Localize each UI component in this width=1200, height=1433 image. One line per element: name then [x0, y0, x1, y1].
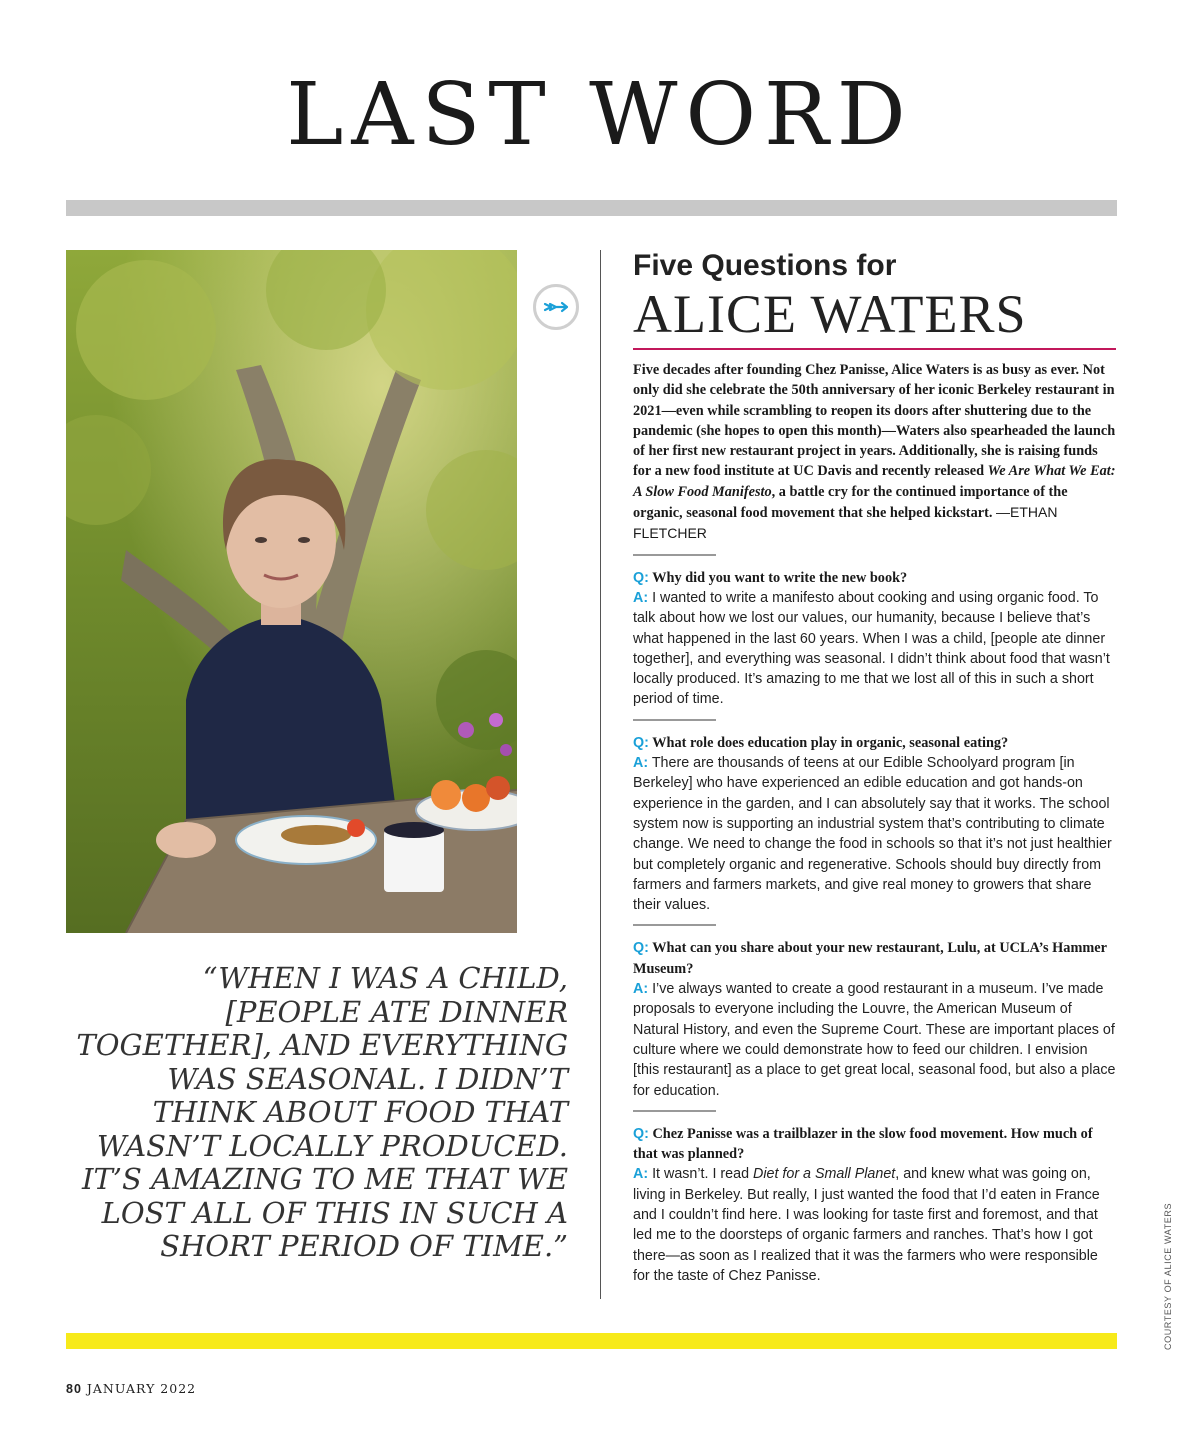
article-kicker: Five Questions for — [633, 249, 897, 282]
qa-rule — [633, 924, 716, 926]
answer — [633, 1164, 1117, 1286]
qa-item — [633, 719, 1117, 916]
question — [633, 938, 1117, 979]
a-label: A: — [633, 981, 649, 998]
qa-item — [633, 554, 1117, 710]
issue-date: JANUARY 2022 — [86, 1381, 197, 1396]
section-title: LAST WORD — [286, 65, 914, 165]
question-text: Why did you want to write the new book? — [652, 569, 908, 586]
page-number: 80 — [66, 1382, 82, 1396]
q-label: Q: — [633, 940, 649, 957]
answer — [633, 753, 1117, 915]
question-text: What role does education play in organic, seasonal eating? — [652, 734, 1009, 751]
answer-text: I wanted to write a manifesto about cooking and using organic food. To talk about how we lost our values, our humanity, because I believe that’s what happened in the last 60 years. When I was a child, [people ate dinner together], and everything was seasonal. I didn’t think about food that wasn’t locally produced. It’s amazing to me that we lost all of this in such a short period of time. — [633, 589, 1110, 708]
qa-item — [633, 1110, 1117, 1286]
photo-credit: COURTESY OF ALICE WATERS — [1163, 1202, 1173, 1350]
qa-rule — [633, 1110, 716, 1112]
header-rule — [66, 200, 1117, 216]
folio — [66, 1381, 196, 1396]
footer-bar — [66, 1333, 1117, 1349]
a-label: A: — [633, 755, 649, 772]
book-title: We Are What We Eat: A Slow Food Manifesto — [633, 463, 1116, 500]
answer — [633, 588, 1117, 710]
a-label: A: — [633, 589, 649, 606]
portrait-photo — [66, 250, 517, 933]
book-reference: Diet for a Small Planet — [753, 1166, 896, 1183]
q-label: Q: — [633, 734, 649, 751]
answer-text: There are thousands of teens at our Edible Schoolyard program [in Berkeley] who have experienced an edible education and got hands-on experience in the garden, and I can absolutely say that it works. The school system now is supporting an industrial system that’s contributing to climate change. We need to change the food in schools so that it’s not just healthier but completely organic and regenerative. Schools should buy directly from farmers and farmers markets, and give real money to growers that share their values. — [633, 755, 1112, 914]
question-text: What can you share about your new restaurant, Lulu, at UCLA’s Hammer Museum? — [633, 940, 1107, 977]
answer-text-end: , and knew what was going on, living in Berkeley. But really, I just wanted the food that I’d eaten in France and I couldn’t find here. I was looking for taste first and foremost, and that led me to the doorsteps of organic farmers and ranches. That’s how I got there—as soon as I realized that it was the farmers who were responsible for the taste of Chez Panisse. — [633, 1166, 1100, 1284]
a-label: A: — [633, 1166, 649, 1183]
qa-item — [633, 924, 1117, 1100]
article-intro — [633, 360, 1117, 545]
article — [633, 250, 1117, 1286]
pull-quote: “WHEN I WAS A CHILD, [PEOPLE ATE DINNER TOGETHER], AND EVERYTHING WAS SEASONAL. I DIDN’T THINK ABOUT FOOD THAT WASN’T LOCALLY PRODUCED. IT’S AMAZING TO ME THAT WE LOST ALL OF THIS IN SUCH A SHORT PERIOD OF TIME.” — [76, 961, 568, 1263]
question-text: Chez Panisse was a trailblazer in the slow food movement. How much of that was planned? — [633, 1125, 1093, 1163]
arrow-icon — [543, 299, 569, 315]
title-rule — [633, 348, 1116, 350]
question — [633, 1124, 1117, 1165]
article-title: ALICE WATERS — [633, 284, 1027, 344]
qa-rule — [633, 554, 716, 556]
intro-text: Five decades after founding Chez Panisse, Alice Waters is as busy as ever. Not only did she celebrate the 50th anniversary of her iconic Berkeley restaurant in 2021—even while scrambling to reopen its doors after shuttering due to the pandemic (she hopes to open this month)—Waters also spearheaded the launch of her first new restaurant project in years. Additionally, she is raising funds for a new food institute at UC Davis and recently released — [633, 362, 1116, 480]
q-label: Q: — [633, 569, 649, 586]
answer-text: I’ve always wanted to create a good restaurant in a museum. I’ve made proposals to everyone including the Louvre, the American Museum of Natural History, and even the Supreme Court. These are important places of culture where we could demonstrate how to feed our children. I envision [this restaurant] as a place to get great local, seasonal food, but also a place for education. — [633, 981, 1116, 1099]
question — [633, 733, 1117, 753]
qa-rule — [633, 719, 716, 721]
column-divider — [600, 250, 601, 1299]
intro-text-end: , a battle cry for the continued importance of the organic, seasonal food movement that she helped kickstart. — [633, 483, 1068, 522]
arrow-badge — [533, 284, 579, 330]
question — [633, 568, 1117, 588]
answer — [633, 979, 1117, 1101]
q-label: Q: — [633, 1125, 649, 1142]
byline: —ETHAN FLETCHER — [633, 504, 1058, 542]
answer-text: It wasn’t. I read — [652, 1166, 753, 1183]
